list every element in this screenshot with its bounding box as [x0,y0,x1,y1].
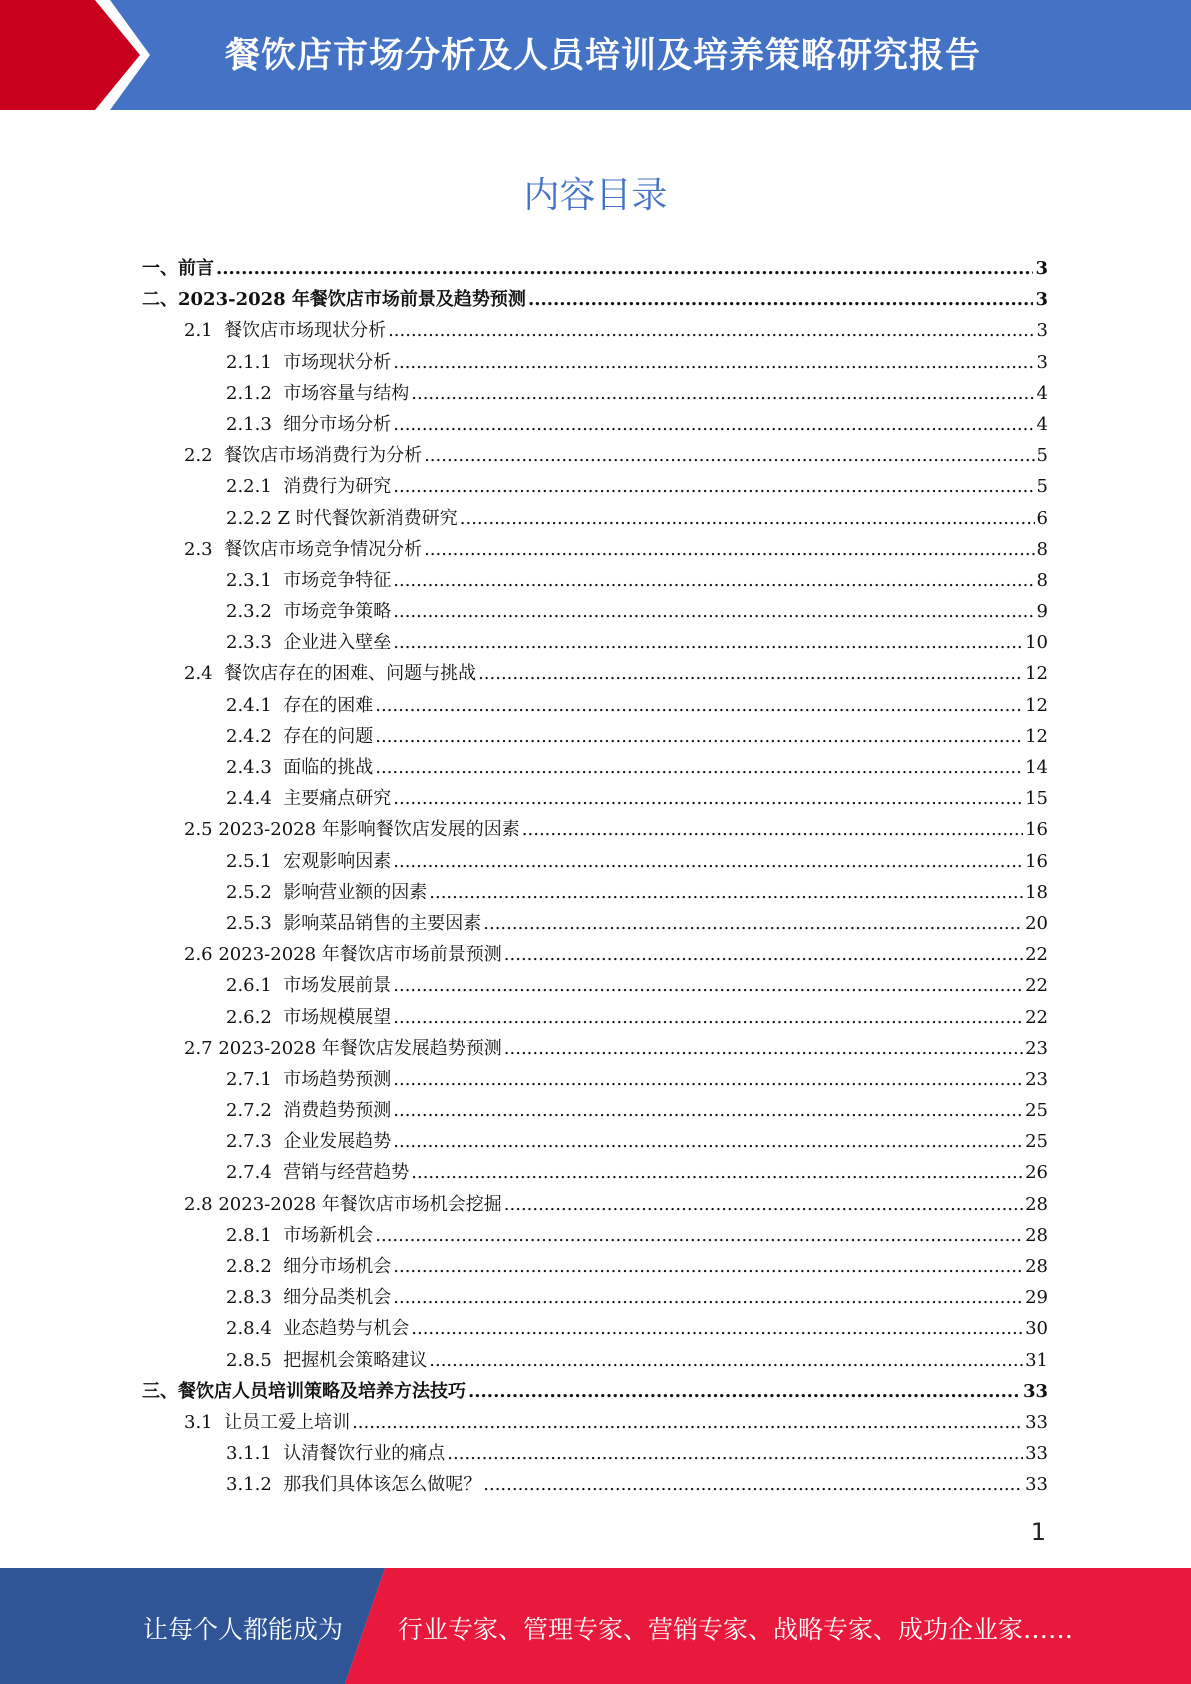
toc-entry-label: 2.5 2023-2028 年影响餐饮店发展的因素 [184,819,520,841]
toc-entry-label: 2.8 2023-2028 年餐饮店市场机会挖掘 [184,1193,502,1215]
toc-dot-leader [411,383,1034,404]
toc-entry-page: 29 [1025,1287,1048,1309]
toc-dot-leader [393,1256,1023,1277]
toc-dot-leader [393,1100,1023,1121]
toc-entry-label: 三、餐饮店人员培训策略及培养方法技巧 [142,1380,466,1402]
toc-entry[interactable] [142,691,1048,722]
toc-dot-leader [468,1381,1021,1402]
toc-entry[interactable] [142,847,1048,878]
toc-entry-page: 9 [1036,601,1048,623]
toc-dot-leader [393,851,1023,872]
footer-banner [0,1568,1191,1684]
toc-entry[interactable] [142,1314,1048,1345]
toc-entry-page: 28 [1025,1256,1048,1277]
toc-dot-leader [429,1350,1023,1371]
page-number: 1 [1030,1518,1046,1546]
toc-entry[interactable] [142,1003,1048,1034]
toc-dot-leader [393,352,1034,373]
toc-entry[interactable] [142,1190,1048,1221]
toc-dot-leader [393,570,1034,591]
toc-entry-page: 4 [1036,413,1048,435]
toc-entry-page: 23 [1025,1037,1048,1059]
toc-entry-page: 25 [1025,1100,1048,1122]
toc-entry-page: 22 [1025,1006,1048,1028]
toc-dot-leader [393,1131,1023,1152]
toc-dot-leader [504,1194,1023,1215]
toc-dot-leader [424,539,1034,560]
toc-entry-page: 5 [1036,445,1048,467]
toc-dot-leader [393,1069,1023,1090]
toc-entry-label: 2.8.5 把握机会策略建议 [226,1349,428,1371]
toc-entry[interactable] [142,1158,1048,1189]
toc-dot-leader [447,1443,1023,1464]
toc-entry-page: 33 [1025,1443,1048,1465]
toc-dot-leader [393,1287,1023,1308]
toc-entry-label: 2.5.3 影响菜品销售的主要因素 [226,912,482,934]
toc-entry-page: 23 [1025,1068,1048,1090]
toc-entry-label: 一、前言 [142,258,214,279]
toc-dot-leader [504,944,1023,965]
toc-dot-leader [411,1318,1023,1339]
toc-entry-page: 3 [1036,320,1048,342]
toc-dot-leader [388,320,1034,341]
toc-entry-label: 2.6 2023-2028 年餐饮店市场前景预测 [184,944,502,966]
toc-entry-label: 2.7.4 营销与经营趋势 [226,1162,410,1184]
toc-dot-leader [528,289,1034,310]
toc-entry[interactable] [142,1034,1048,1065]
toc-entry-page: 5 [1036,476,1048,498]
toc-entry[interactable] [142,1470,1048,1501]
table-of-contents [142,254,1048,1502]
toc-entry-label: 2.3.1 市场竞争特征 [226,569,392,591]
toc-entry[interactable] [142,753,1048,784]
toc-entry[interactable] [142,597,1048,628]
toc-entry[interactable] [142,410,1048,441]
toc-dot-leader [393,975,1023,996]
toc-entry-label: 3.1.1 认清餐饮行业的痛点 [226,1443,446,1465]
toc-entry-page: 33 [1025,1411,1048,1433]
toc-entry-label: 2.4.2 存在的问题 [226,725,374,747]
toc-entry-page: 10 [1025,632,1048,654]
toc-entry-page: 26 [1025,1162,1048,1184]
toc-dot-leader [375,726,1023,747]
toc-entry-label: 2.7.3 企业发展趋势 [226,1131,392,1153]
toc-entry-label: 2.3.2 市场竞争策略 [226,601,392,623]
toc-entry-label: 2.4.3 面临的挑战 [226,757,374,778]
toc-entry-label: 2.8.3 细分品类机会 [226,1287,392,1309]
toc-entry-label: 2.1 餐饮店市场现状分析 [184,320,387,342]
toc-entry-label: 3.1 让员工爱上培训 [184,1411,351,1433]
toc-entry[interactable] [142,628,1048,659]
toc-dot-leader [393,601,1034,622]
toc-entry-label: 2.2.1 消费行为研究 [226,476,392,498]
toc-entry-page: 18 [1025,881,1048,903]
toc-entry-label: 2.4.4 主要痛点研究 [226,788,392,810]
toc-entry-page: 28 [1025,1224,1048,1246]
toc-entry-page: 15 [1025,788,1048,810]
toc-dot-leader [352,1412,1023,1433]
toc-dot-leader [478,663,1023,684]
toc-entry-label: 二、2023-2028 年餐饮店市场前景及趋势预测 [142,289,526,311]
toc-entry-label: 2.1.2 市场容量与结构 [226,382,410,404]
toc-entry[interactable] [142,940,1048,971]
toc-entry-page: 33 [1025,1474,1048,1496]
toc-entry[interactable] [142,1408,1048,1439]
toc-entry[interactable] [142,379,1048,410]
toc-entry-page: 8 [1036,569,1048,591]
toc-entry-label: 2.8.1 市场新机会 [226,1224,374,1246]
footer-slogan-left: 让每个人都能成为 [143,1615,344,1644]
toc-dot-leader [393,414,1034,435]
toc-entry-page: 3 [1035,289,1048,311]
toc-entry-label: 2.6.1 市场发展前景 [226,975,392,997]
toc-dot-leader [411,1162,1023,1183]
toc-entry[interactable] [142,1346,1048,1377]
toc-entry-page: 3 [1035,258,1048,279]
toc-entry-label: 3.1.2 那我们具体该怎么做呢？ [226,1474,482,1496]
toc-entry[interactable] [142,815,1048,846]
toc-dot-leader [460,508,1035,529]
toc-entry[interactable] [142,504,1048,535]
toc-entry-label: 2.1.3 细分市场分析 [226,413,392,435]
toc-entry-page: 12 [1025,663,1048,685]
toc-entry-page: 30 [1025,1318,1048,1340]
toc-dot-leader [483,1474,1023,1495]
toc-entry-page: 22 [1025,944,1048,966]
toc-entry-page: 31 [1025,1349,1048,1371]
toc-entry[interactable] [142,1096,1048,1127]
toc-entry-label: 2.4.1 存在的困难 [226,694,374,716]
toc-entry-page: 25 [1025,1131,1048,1153]
toc-entry-page: 20 [1025,912,1048,934]
toc-entry-label: 2.3.3 企业进入壁垒 [226,632,392,654]
toc-entry-label: 2.8.4 业态趋势与机会 [226,1318,410,1340]
toc-entry-page: 3 [1036,351,1048,373]
toc-entry-page: 4 [1036,382,1048,404]
toc-dot-leader [393,632,1023,653]
toc-dot-leader [429,882,1023,903]
toc-entry[interactable] [142,1127,1048,1158]
toc-entry[interactable] [142,1252,1048,1283]
toc-entry[interactable] [142,348,1048,379]
toc-dot-leader [393,476,1034,497]
toc-entry-page: 12 [1025,694,1048,716]
toc-dot-leader [393,1007,1023,1028]
toc-entry-page: 16 [1025,850,1048,872]
toc-entry-label: 2.7.2 消费趋势预测 [226,1100,392,1122]
toc-entry-label: 2.4 餐饮店存在的困难、问题与挑战 [184,663,477,685]
toc-entry-page: 22 [1025,975,1048,997]
toc-entry-label: 2.2.2 Z 时代餐饮新消费研究 [226,507,458,529]
toc-entry-page: 14 [1025,757,1048,778]
toc-entry[interactable] [142,878,1048,909]
toc-entry[interactable] [142,909,1048,940]
toc-dot-leader [216,258,1033,279]
toc-entry[interactable] [142,285,1048,316]
toc-dot-leader [504,1038,1023,1059]
toc-entry[interactable] [142,1283,1048,1314]
toc-entry[interactable] [142,722,1048,753]
toc-dot-leader [483,913,1023,934]
toc-dot-leader [522,819,1023,840]
toc-entry-label: 2.1.1 市场现状分析 [226,351,392,373]
toc-entry-label: 2.7 2023-2028 年餐饮店发展趋势预测 [184,1037,502,1059]
footer-slogan-right: 行业专家、管理专家、营销专家、战略专家、成功企业家…… [398,1615,1074,1644]
toc-entry[interactable] [142,535,1048,566]
toc-dot-leader [393,788,1023,809]
toc-entry[interactable] [142,659,1048,690]
toc-entry-page: 28 [1025,1193,1048,1215]
toc-entry[interactable] [142,441,1048,472]
toc-entry[interactable] [142,254,1048,285]
toc-entry-label: 2.8.2 细分市场机会 [226,1256,392,1277]
toc-entry[interactable] [142,1221,1048,1252]
toc-entry-page: 16 [1025,819,1048,841]
toc-dot-leader [424,445,1034,466]
toc-entry[interactable] [142,784,1048,815]
toc-entry[interactable] [142,1377,1048,1408]
toc-entry-label: 2.2 餐饮店市场消费行为分析 [184,445,423,467]
toc-dot-leader [375,695,1023,716]
toc-entry-page: 6 [1036,507,1048,529]
toc-entry[interactable] [142,316,1048,347]
header-banner [0,0,1191,110]
toc-entry[interactable] [142,971,1048,1002]
toc-dot-leader [375,757,1023,778]
toc-entry-page: 8 [1036,538,1048,560]
toc-entry[interactable] [142,472,1048,503]
toc-entry-label: 2.5.2 影响营业额的因素 [226,881,428,903]
toc-entry-label: 2.6.2 市场规模展望 [226,1006,392,1028]
toc-entry-label: 2.3 餐饮店市场竞争情况分析 [184,538,423,560]
toc-entry-page: 33 [1022,1380,1048,1402]
toc-entry-label: 2.7.1 市场趋势预测 [226,1068,392,1090]
toc-entry[interactable] [142,1439,1048,1470]
report-title: 餐饮店市场分析及人员培训及培养策略研究报告 [225,36,982,76]
toc-entry-label: 2.5.1 宏观影响因素 [226,850,392,872]
toc-heading: 内容目录 [523,175,668,216]
toc-entry[interactable] [142,566,1048,597]
toc-dot-leader [375,1225,1023,1246]
toc-entry[interactable] [142,1065,1048,1096]
toc-entry-page: 12 [1025,725,1048,747]
